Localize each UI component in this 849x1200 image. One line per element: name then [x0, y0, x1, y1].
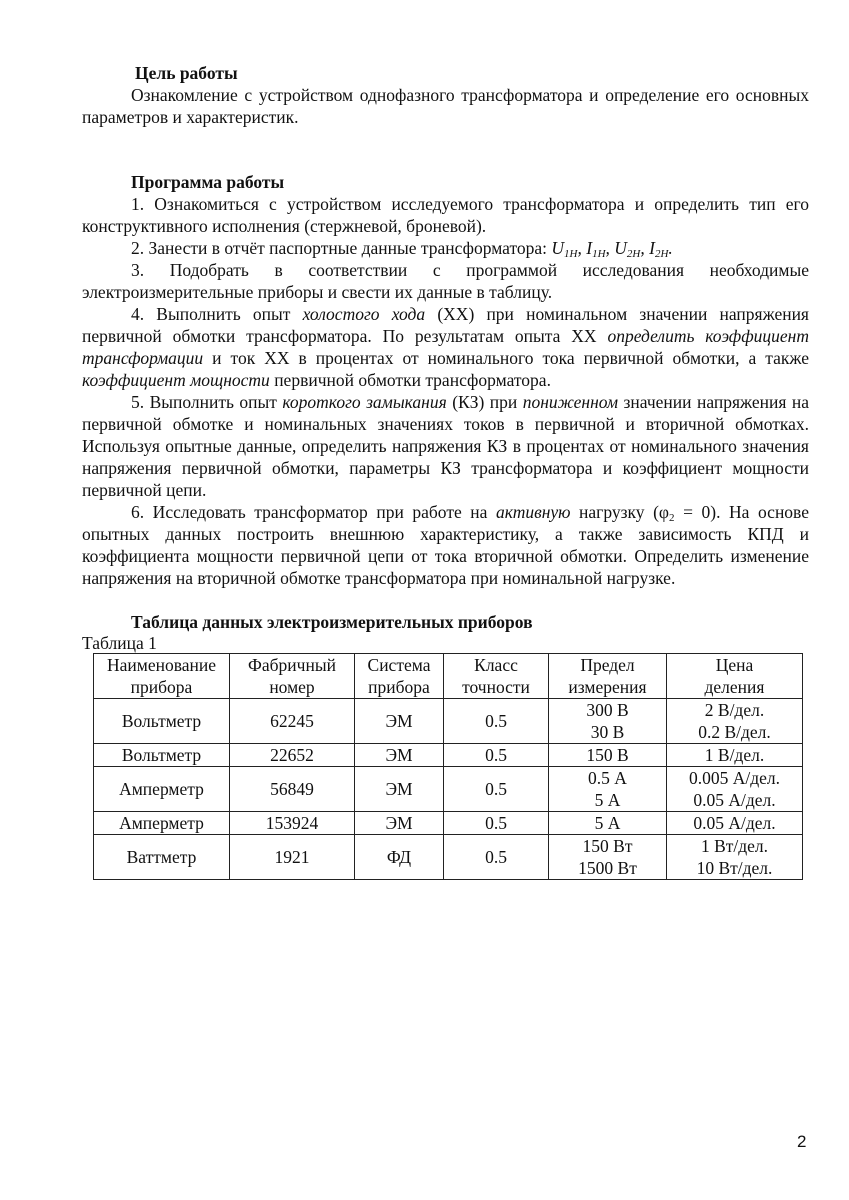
- cell-limit: 300 В 30 В: [549, 699, 667, 744]
- cell-name: Ваттметр: [94, 835, 230, 880]
- cell-limit: 150 В: [549, 744, 667, 767]
- header-limit: Предел измерения: [549, 654, 667, 699]
- cell-number: 62245: [230, 699, 355, 744]
- program-heading: Программа работы: [131, 172, 285, 192]
- program-item-2: 2. Занести в отчёт паспортные данные трансформатора: $U_{1Н}$, $I_{1Н}$, $U_{2Н}$, $I_{2Н}$.: [131, 238, 673, 260]
- goal-text: Ознакомление с устройством однофазного трансформатора и определение его основных параметров и характеристик.: [82, 85, 809, 127]
- table-row: [94, 812, 803, 835]
- header-name: Наименование прибора: [94, 654, 230, 699]
- cell-name: Амперметр: [94, 812, 230, 835]
- page-number: 2: [797, 1132, 807, 1151]
- cell-system: ЭМ: [355, 812, 444, 835]
- cell-division: 0.05 А/дел.: [667, 812, 803, 835]
- cell-division: 0.005 А/дел. 0.05 А/дел.: [667, 767, 803, 812]
- cell-system: ЭМ: [355, 744, 444, 767]
- cell-number: 153924: [230, 812, 355, 835]
- program-item-6: 6. Исследовать трансформатор при работе на активную нагрузку $(\varphi_2 = 0)$. На основе опытных данных построить внешнюю характеристику, а также зависимость КПД и коэффициента мощности первичной цепи от тока вторичной обмотки. Определить изменение напряжения на вторичной обмотке трансформатора при номинальной нагрузке.: [82, 502, 809, 588]
- header-division: Цена деления: [667, 654, 803, 699]
- cell-name: Вольтметр: [94, 744, 230, 767]
- cell-number: 1921: [230, 835, 355, 880]
- cell-limit: 150 Вт 1500 Вт: [549, 835, 667, 880]
- document-page: [82, 62, 809, 880]
- table-label: Таблица 1: [82, 633, 157, 653]
- header-class: Класс точности: [444, 654, 549, 699]
- cell-system: ЭМ: [355, 767, 444, 812]
- cell-division: 1 В/дел.: [667, 744, 803, 767]
- cell-division: 1 Вт/дел. 10 Вт/дел.: [667, 835, 803, 880]
- cell-name: Вольтметр: [94, 699, 230, 744]
- cell-class: 0.5: [444, 812, 549, 835]
- cell-division: 2 В/дел. 0.2 В/дел.: [667, 699, 803, 744]
- cell-limit: 5 А: [549, 812, 667, 835]
- cell-system: ЭМ: [355, 699, 444, 744]
- table-header-row: [94, 654, 803, 699]
- table-row: [94, 767, 803, 812]
- cell-class: 0.5: [444, 767, 549, 812]
- table-row: [94, 699, 803, 744]
- cell-system: ФД: [355, 835, 444, 880]
- cell-class: 0.5: [444, 699, 549, 744]
- cell-class: 0.5: [444, 835, 549, 880]
- table-heading: Таблица данных электроизмерительных приборов: [131, 612, 533, 632]
- program-item-3: 3. Подобрать в соответствии с программой исследования необходимые электроизмерительные приборы и свести их данные в таблицу.: [82, 260, 809, 302]
- cell-limit: 0.5 А 5 А: [549, 767, 667, 812]
- program-item-1: 1. Ознакомиться с устройством исследуемого трансформатора и определить тип его конструктивного исполнения (стержневой, броневой).: [82, 194, 809, 236]
- header-system: Система прибора: [355, 654, 444, 699]
- cell-number: 56849: [230, 767, 355, 812]
- cell-class: 0.5: [444, 744, 549, 767]
- program-item-4: 4. Выполнить опыт холостого хода (ХХ) при номинальном значении напряжения первичной обмотки трансформатора. По результатам опыта ХХ определить коэффициент трансформации и ток ХХ в процентах от номинального тока первичной обмотки, а также коэффициент мощности первичной обмотки трансформатора.: [82, 304, 809, 390]
- instruments-table: [93, 653, 803, 880]
- cell-number: 22652: [230, 744, 355, 767]
- header-number: Фабричный номер: [230, 654, 355, 699]
- goal-heading: Цель работы: [135, 63, 238, 83]
- program-item-5: 5. Выполнить опыт короткого замыкания (КЗ) при пониженном значении напряжения на первичной обмотке и номинальных значениях токов в первичной и вторичной обмотках. Используя опытные данные, определить напряжения КЗ в процентах от номинального значения напряжения первичной обмотки, параметры КЗ трансформатора и коэффициент мощности первичной цепи.: [82, 392, 810, 500]
- table-row: [94, 835, 803, 880]
- cell-name: Амперметр: [94, 767, 230, 812]
- table-row: [94, 744, 803, 767]
